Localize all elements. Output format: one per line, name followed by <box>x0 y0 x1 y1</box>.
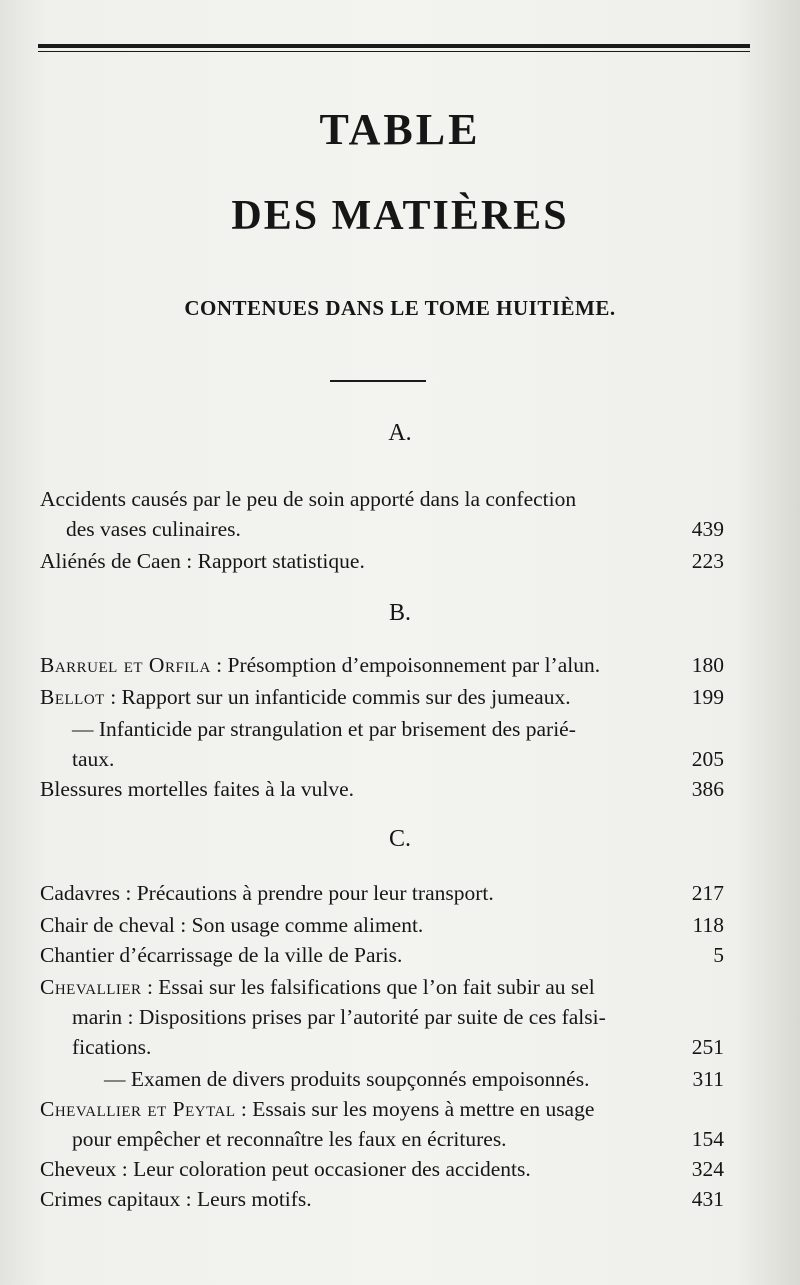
entry-title: : Rapport sur un infanticide commis sur des jumeaux. <box>104 685 571 709</box>
entry-page-number: 311 <box>692 1067 724 1091</box>
entry-page-number: 199 <box>691 685 724 709</box>
entry-page-number: 223 <box>691 549 724 573</box>
entry-text: Cheveux : Leur coloration peut occasioner des accidents. <box>40 1157 531 1181</box>
author-name: Bellot <box>40 685 105 709</box>
page-title: TABLE <box>319 105 481 154</box>
top-thin-rule <box>38 51 750 52</box>
author-name: Chevallier <box>40 975 142 999</box>
entry-text <box>40 682 724 712</box>
entry-page-number: 439 <box>691 517 724 541</box>
entry-page-number: 205 <box>691 747 724 771</box>
entry-text: Blessures mortelles faites à la vulve. <box>40 777 355 801</box>
entry-text: Accidents causés par le peu de soin apporté dans la confection <box>40 487 577 511</box>
entry-title: : Essai sur les falsifications que l’on fait subir au sel <box>141 975 595 999</box>
entry-title: : Présomption d’empoisonnement par l’alun. <box>210 653 601 677</box>
entry-text: Aliénés de Caen : Rapport statistique. <box>40 549 365 573</box>
entry-text <box>40 972 724 1002</box>
entry-text: des vases culinaires. <box>66 517 241 541</box>
entry-page-number: 217 <box>691 881 724 905</box>
separator-rule <box>330 380 426 382</box>
section-letter-c: C. <box>388 826 411 852</box>
entry-text: fications. <box>72 1035 152 1059</box>
page-subtitle: DES MATIÈRES <box>231 193 569 239</box>
entry-text: pour empêcher et reconnaître les faux en écritures. <box>72 1127 507 1151</box>
entry-text: Cadavres : Précautions à prendre pour leur transport. <box>40 881 494 905</box>
author-name: Chevallier et Peytal <box>40 1097 236 1121</box>
entry-text <box>40 650 724 680</box>
entry-text: marin : Dispositions prises par l’autorité par suite de ces falsi- <box>72 1005 606 1029</box>
entry-text: Chantier d’écarrissage de la ville de Paris. <box>40 943 403 967</box>
author-name: Barruel et Orfila <box>40 653 211 677</box>
entry-text: — Examen de divers produits soupçonnés empoisonnés. <box>104 1067 590 1091</box>
entry-page-number: 154 <box>691 1127 724 1151</box>
entry-page-number: 386 <box>691 777 724 801</box>
entry-text: Chair de cheval : Son usage comme aliment. <box>40 913 424 937</box>
entry-page-number: 431 <box>691 1187 724 1211</box>
entry-title: : Essais sur les moyens à mettre en usage <box>235 1097 595 1121</box>
entry-text: — Infanticide par strangulation et par brisement des parié- <box>72 717 576 741</box>
top-thick-rule <box>38 44 750 48</box>
entry-page-number: 5 <box>713 943 724 967</box>
entry-text: taux. <box>72 747 115 771</box>
entry-text: Crimes capitaux : Leurs motifs. <box>40 1187 312 1211</box>
entry-text <box>40 1094 724 1124</box>
page-caption: CONTENUES DANS LE TOME HUITIÈME. <box>184 296 616 320</box>
section-letter-b: B. <box>388 600 411 626</box>
section-letter-a: A. <box>388 420 412 446</box>
entry-page-number: 324 <box>691 1157 724 1181</box>
entry-page-number: 180 <box>691 653 724 677</box>
entry-page-number: 251 <box>691 1035 724 1059</box>
entry-page-number: 118 <box>692 913 724 937</box>
